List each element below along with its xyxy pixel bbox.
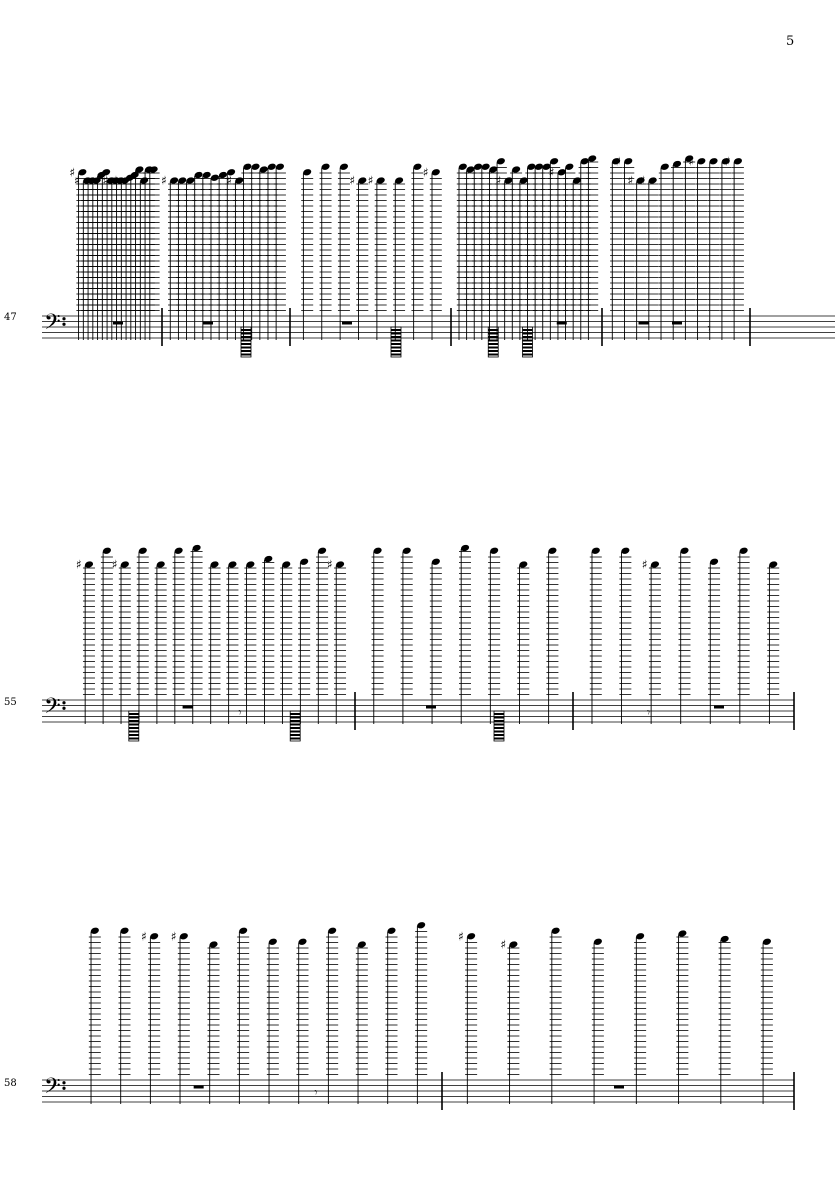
sharp-icon: ♯ (627, 173, 634, 188)
beam-group (290, 711, 300, 741)
clef-dot (62, 707, 65, 710)
clef-dot (62, 701, 65, 704)
beam-group (129, 711, 139, 741)
whole-rest (714, 706, 724, 709)
measure-number: 55 (4, 697, 17, 708)
sharp-icon: ♯ (111, 557, 118, 572)
whole-rest (203, 322, 213, 325)
whole-rest (194, 1086, 204, 1089)
eighth-rest: 𝄾 (707, 321, 711, 336)
beam-group (494, 711, 504, 741)
sharp-icon: ♯ (74, 173, 80, 188)
sharp-icon: ♯ (112, 173, 118, 188)
page-number: 5 (786, 34, 795, 49)
sharp-icon: ♯ (615, 154, 622, 169)
whole-rest (614, 1086, 624, 1089)
bass-clef-icon: 𝄢 (44, 310, 61, 340)
sharp-icon: ♯ (495, 173, 502, 188)
sharp-icon: ♯ (327, 557, 333, 572)
sixteenth-rest: 𝄾 (238, 705, 242, 720)
whole-rest (639, 322, 649, 325)
clef-dot (62, 1087, 65, 1090)
clef-dot (62, 1081, 65, 1084)
whole-rest (183, 706, 193, 709)
whole-rest (672, 322, 682, 325)
sharp-icon: ♯ (422, 165, 429, 180)
sharp-icon: ♯ (141, 929, 147, 944)
whole-rest (426, 706, 436, 709)
sharp-icon: ♯ (367, 173, 374, 188)
eighth-rest: 𝄾 (314, 1085, 318, 1100)
whole-rest (113, 322, 123, 325)
bass-clef-icon: 𝄢 (44, 1074, 61, 1104)
beam-group (241, 327, 251, 357)
eighth-rest: 𝄾 (647, 705, 651, 720)
bass-clef-icon: 𝄢 (44, 694, 61, 724)
sharp-icon: ♯ (69, 165, 76, 180)
sharp-icon: ♯ (548, 165, 555, 180)
sharp-icon: ♯ (161, 173, 167, 188)
sharp-icon: ♯ (226, 173, 233, 188)
beam-group (391, 327, 401, 357)
sharp-icon: ♯ (170, 929, 177, 944)
sharp-icon: ♯ (688, 154, 695, 169)
sharp-icon: ♯ (458, 929, 464, 944)
whole-rest (342, 322, 352, 325)
sharp-icon: ♯ (639, 173, 646, 188)
measure-number: 58 (4, 1078, 17, 1089)
sharp-icon: ♯ (75, 557, 82, 572)
sharp-icon: ♯ (500, 937, 507, 952)
measure-number: 47 (4, 312, 17, 323)
whole-rest (557, 322, 567, 325)
sharp-icon: ♯ (641, 557, 648, 572)
sharp-icon: ♯ (349, 173, 356, 188)
clef-dot (62, 323, 65, 326)
clef-dot (62, 317, 65, 320)
sharp-icon: ♯ (724, 154, 731, 169)
sharp-icon: ♯ (102, 173, 109, 188)
